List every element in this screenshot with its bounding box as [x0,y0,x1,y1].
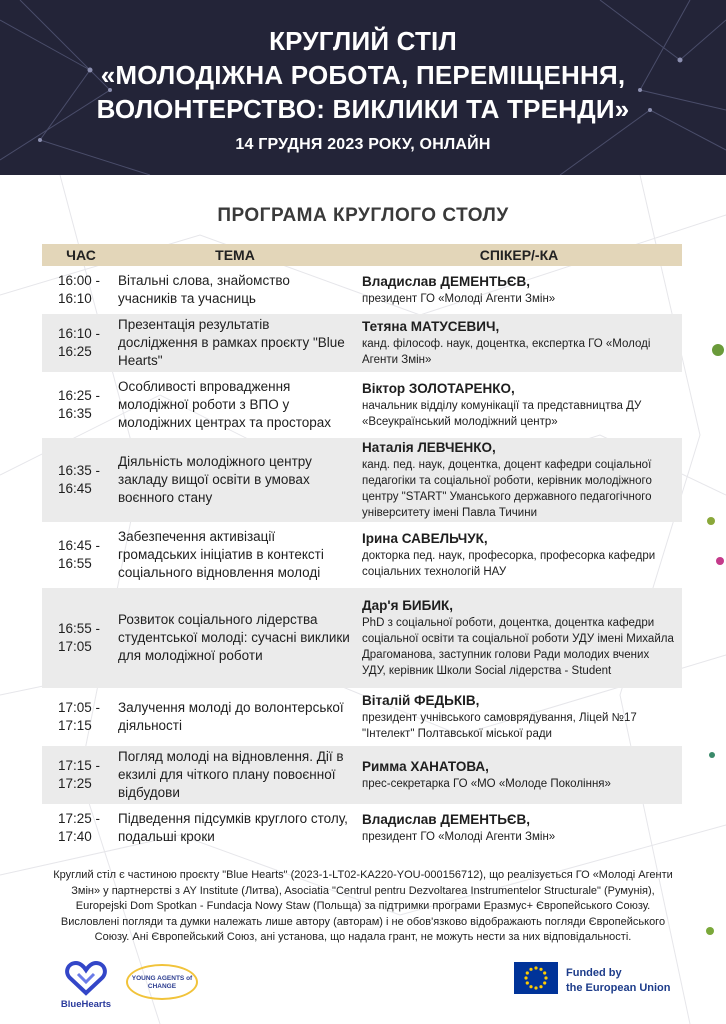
speaker-name: Владислав ДЕМЕНТЬЄВ, [362,274,531,289]
table-row [42,270,682,310]
row-time: 17:25 - 17:40 [58,811,101,844]
young-agents-logo [126,964,198,1000]
speaker-description: прес-секретарка ГО «МО «Молоде Покоління» [362,778,611,790]
row-topic: Розвиток соціального лідерства студентської молоді: сучасні виклики для молодіжної роботи [104,588,358,688]
row-time: 16:35 - 16:45 [42,438,104,522]
row-speaker [358,270,682,310]
row-speaker [358,588,682,688]
eu-funding-label [566,966,671,996]
speaker-description: канд. філософ. наук, доцентка, експертка ГО «Молоді Агенти Змін» [362,338,651,366]
table-row [42,376,682,434]
row-time: 17:05 - 17:15 [58,700,101,733]
program-title: ПРОГРАМА КРУГЛОГО СТОЛУ [217,205,509,226]
speaker-description: начальник відділу комунікації та представництва ДУ «Всеукраїнський молодіжний центр» [362,400,642,428]
row-topic: Вітальні слова, знайомство учасників та учасниць [118,273,290,306]
row-time: 16:45 - 16:55 [58,538,101,571]
column-header-speaker: СПІКЕР/-КА [358,244,682,266]
header-title-line3: ВОЛОНТЕРСТВО: ВИКЛИКИ ТА ТРЕНДИ» [96,94,630,124]
column-header-topic: ТЕМА [104,244,358,266]
row-speaker [358,692,682,742]
table-row [42,588,682,688]
speaker-name: Римма ХАНАТОВА, [362,759,489,774]
row-time: 16:00 - 16:10 [58,273,101,306]
column-header-time: ЧАС [42,244,104,266]
row-topic: Особливості впровадження молодіжної роботи з ВПО у молодіжних центрах та просторах [118,379,332,430]
row-speaker [358,314,682,372]
row-time: 16:55 - 17:05 [42,588,104,688]
table-row [42,692,682,742]
row-topic: Забезпечення активізації громадських ініціатив в контексті соціального відновлення молоді [118,529,324,580]
row-topic: Діяльність молодіжного центру закладу вищої освіти в умовах воєнного стану [104,438,358,522]
footer-disclaimer: Круглий стіл є частиною проєкту "Blue Hearts" (2023-1-LT02-KA220-YOU-000156712), що реалізується ГО «Молоді Агенти Змін» у партнерстві з AY Institute (Литва), Asociatia "Centrul pentru Dezvoltarea Instrumentelor Structurale" (Румунія), Europejski Dom Spotkan - Fundacja Nowy Staw (Польща) за підтримки програми Еразмус+ Європейського Союзу. Висловлені погляди та думки належать лише автору (авторам) і не обов'язково відображають погляди Європейського Союзу. Ані Європейський Союз, ані установа, що надала грант, не можуть нести за них відповідальності. [53,869,673,943]
young-agents-label: YOUNG AGENTS of CHANGE [131,975,193,990]
header-title-line2: «МОЛОДІЖНА РОБОТА, ПЕРЕМІЩЕННЯ, [100,60,626,90]
speaker-name: Дар'я БИБИК, [362,598,454,613]
speaker-name: Віталій ФЕДЬКІВ, [362,693,480,708]
row-speaker [358,526,682,584]
row-topic: Підведення підсумків круглого столу, подальші кроки [118,811,348,844]
bluehearts-logo [56,960,116,1010]
eu-flag-icon [514,962,558,994]
schedule-table [42,240,682,852]
row-topic: Залучення молоді до волонтерської діяльності [118,700,344,733]
table-row [42,438,682,522]
row-topic: Презентація результатів дослідження в рамках проєкту "Blue Hearts" [104,314,358,372]
row-time: 17:15 - 17:25 [42,746,104,804]
speaker-name: Ірина САВЕЛЬЧУК, [362,531,488,546]
table-row [42,526,682,584]
speaker-description: президент учнівського самоврядування, Ліцей №17 "Інтелект" Полтавської міської ради [362,712,637,740]
speaker-name: Тетяна МАТУСЕВИЧ, [362,319,500,334]
header-date: 14 ГРУДНЯ 2023 РОКУ, ОНЛАЙН [235,136,491,153]
header-banner [0,0,726,175]
eu-funding-line2: the European Union [566,982,671,994]
speaker-name: Наталія ЛЕВЧЕНКО, [362,440,496,455]
row-topic: Погляд молоді на відновлення. Дії в екзилі для чіткого плану повоєнної відбудови [104,746,358,804]
row-speaker [358,746,682,804]
logos-bar [0,958,726,1018]
speaker-name: Віктор ЗОЛОТАРЕНКО, [362,381,515,396]
speaker-description: президент ГО «Молоді Агенти Змін» [362,831,556,843]
speaker-name: Владислав ДЕМЕНТЬЄВ, [362,812,531,827]
bluehearts-label: BlueHearts [60,999,112,1010]
row-speaker [358,438,682,522]
speaker-description: президент ГО «Молоді Агенти Змін» [362,293,556,305]
speaker-description: докторка пед. наук, професорка, професорка кафедри соціальних технологій НАУ [362,550,656,578]
table-row [42,808,682,848]
bluehearts-heart-icon [64,960,108,996]
row-time: 16:25 - 16:35 [58,388,101,421]
row-speaker [358,808,682,848]
table-row [42,746,682,804]
header-title-line1: КРУГЛИЙ СТІЛ [269,26,457,56]
table-header-row [42,244,682,266]
row-time: 16:10 - 16:25 [42,314,104,372]
eu-funding-line1: Funded by [566,967,622,979]
speaker-description: PhD з соціальної роботи, доцентка, доцентка кафедри соціальної освіти та соціальної роботи УДУ імені Михайла Драгоманова, заступник голови Ради молодих вчених УДУ, керівник Школи Social лідерства - Student [362,617,674,677]
row-speaker [358,376,682,434]
table-row [42,314,682,372]
speaker-description: канд. пед. наук, доцентка, доцент кафедри соціальної педагогіки та соціальної роботи, керівник молодіжного центру "START" Уманського державного педагогічного університету імені Павла Тичини [362,459,652,519]
